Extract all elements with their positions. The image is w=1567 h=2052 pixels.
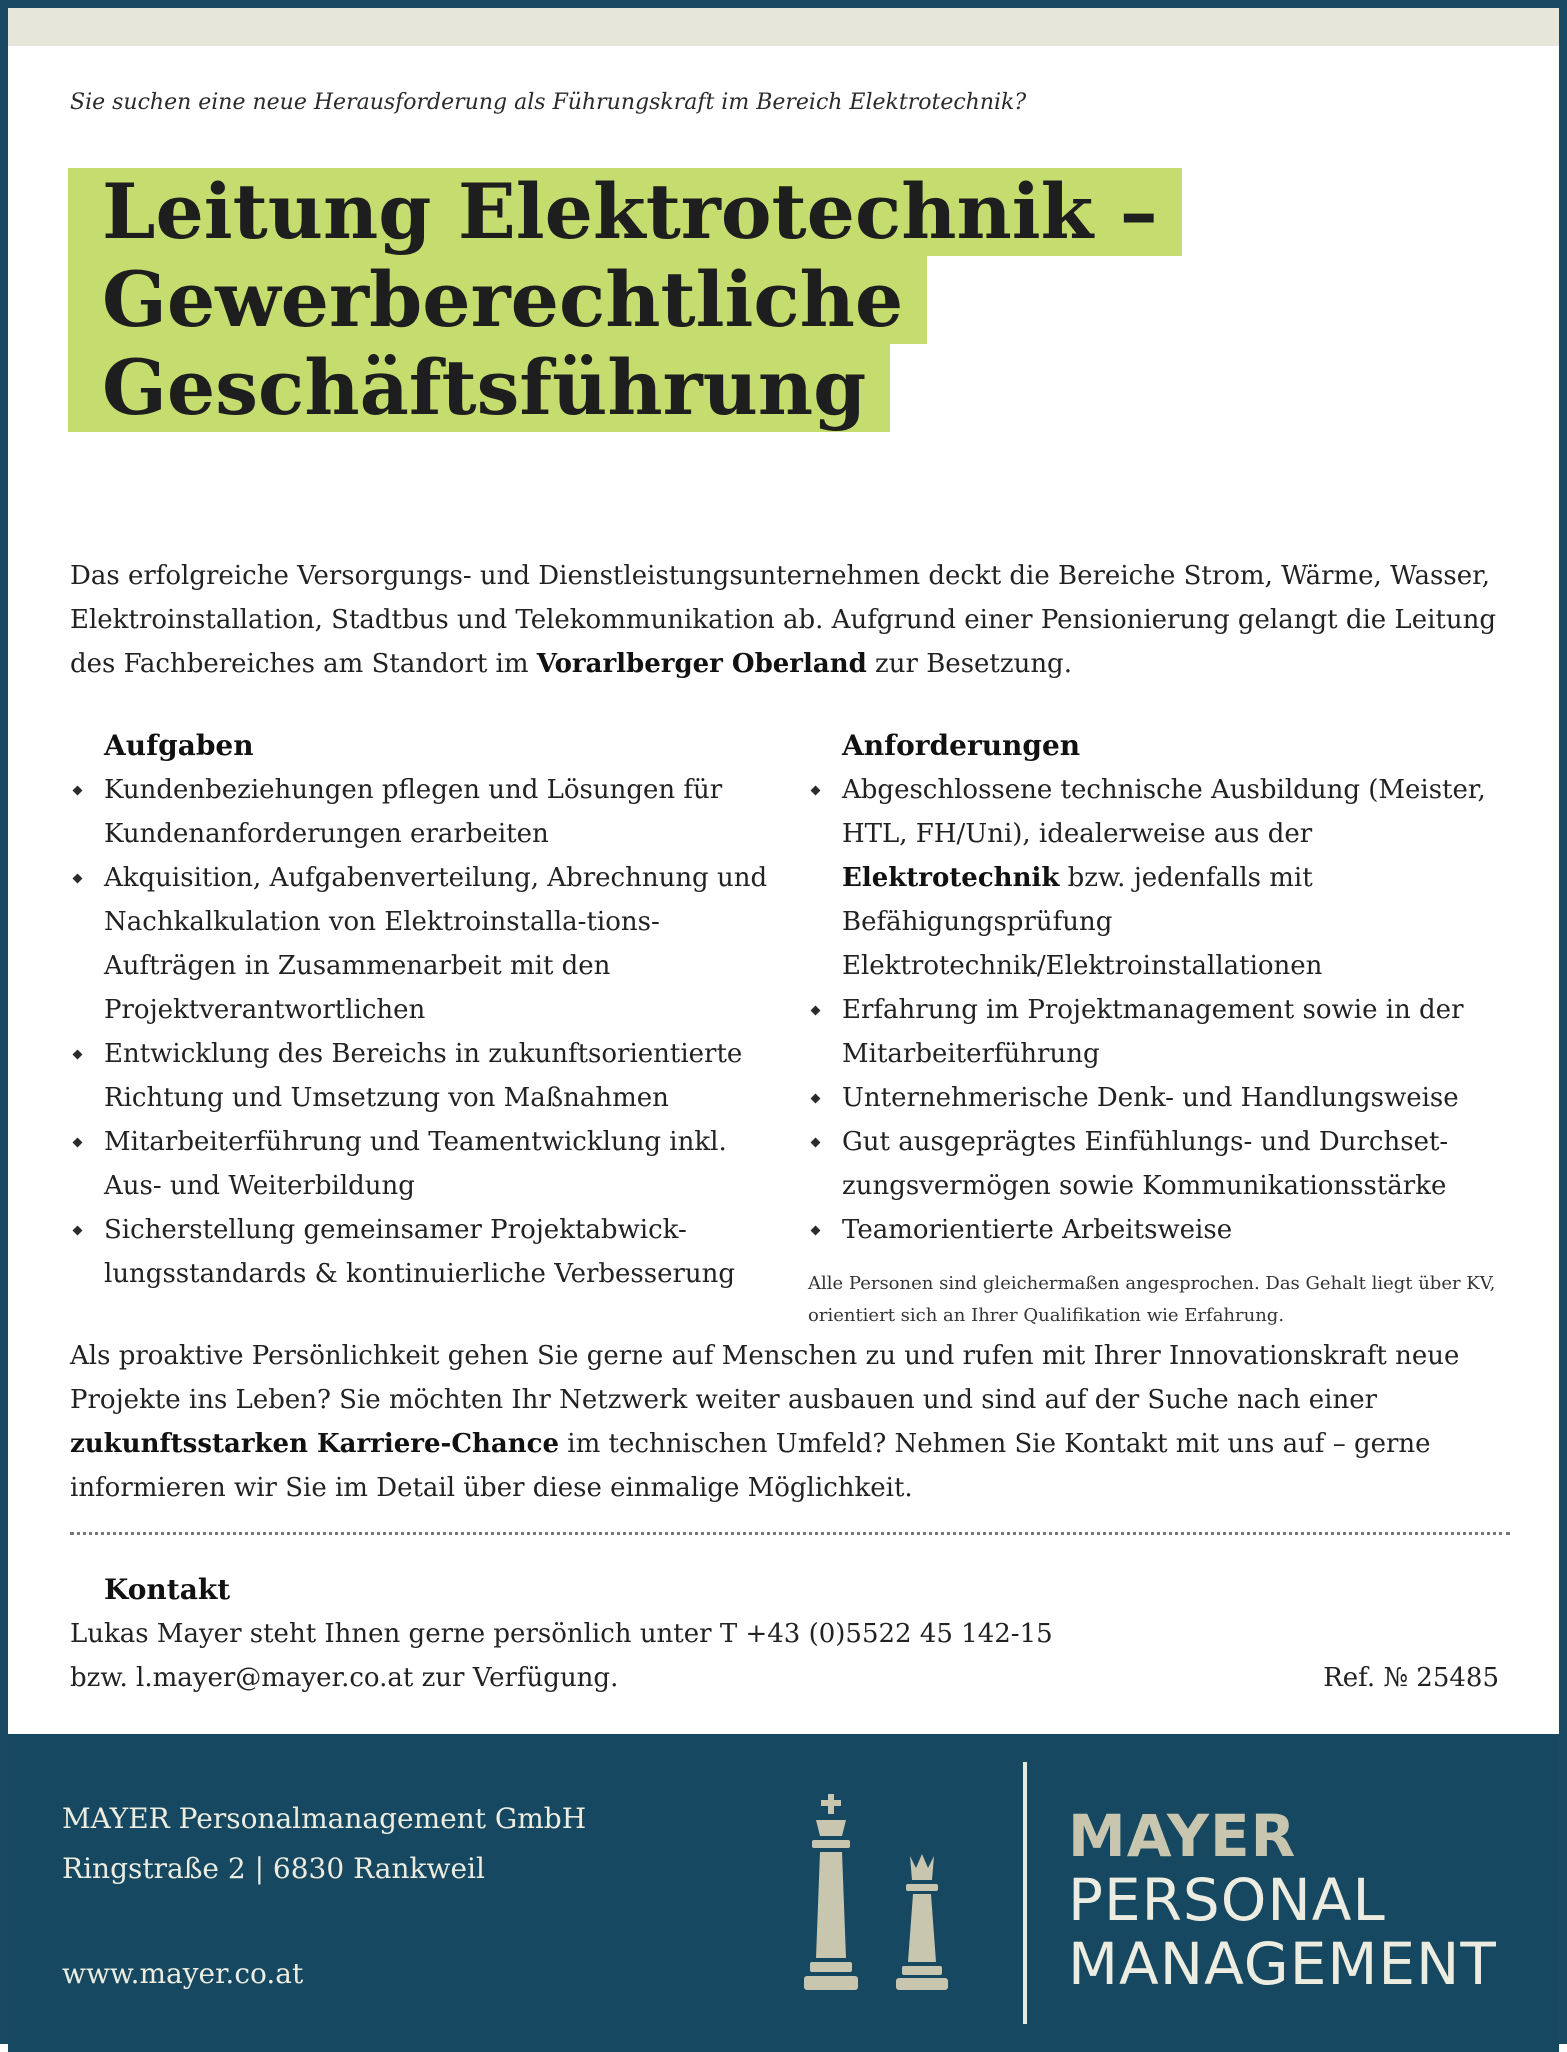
dotted-divider [70, 1532, 1510, 1535]
contact-email-line[interactable]: bzw. l.mayer@mayer.co.at zur Verfügung. [70, 1663, 619, 1693]
bullet-icon [73, 1138, 83, 1148]
website-link[interactable]: www.mayer.co.at [62, 1957, 304, 1990]
bullet-icon [73, 874, 83, 884]
anforderungen-heading: Anforderungen [842, 729, 1081, 762]
bullet-icon [811, 1138, 821, 1148]
list-item: Mitarbeiterführung und Teamentwicklung inkl. Aus- und Weiterbildung [70, 1120, 790, 1208]
logo-personal: PERSONAL [1068, 1866, 1386, 1934]
street-address: Ringstraße 2 | 6830 Rankweil [62, 1852, 485, 1885]
anforderungen-list [808, 768, 1528, 1252]
title-line-1: Leitung Elektrotechnik – [68, 168, 1182, 256]
chess-pieces-icon [798, 1790, 978, 2010]
bullet-icon [73, 1226, 83, 1236]
list-item: Akquisition, Aufgabenverteilung, Abrechnung und Nachkalkulation von Elektroinstalla-tions-Aufträgen in Zusammenarbeit mit den Projektverantwortlichen [70, 856, 790, 1032]
location-highlight: Vorarlberger Oberland [536, 649, 867, 679]
contact-phone-line: Lukas Mayer steht Ihnen gerne persönlich unter T +43 (0)5522 45 142-15 [70, 1619, 1053, 1649]
contact-heading: Kontakt [104, 1573, 231, 1606]
list-item: Teamorientierte Arbeitsweise [808, 1208, 1528, 1252]
bullet-icon [73, 786, 83, 796]
aufgaben-list [70, 768, 790, 1296]
title-line-3: Geschäftsführung [68, 344, 890, 432]
list-item: Sicherstellung gemeinsamer Projektabwick-lungsstandards & kontinuierliche Verbesserung [70, 1208, 790, 1296]
intro-paragraph: Das erfolgreiche Versorgungs- und Dienstleistungsunternehmen deckt die Bereiche Strom, Wärme, Wasser, Elektroinstallation, Stadtbus und Telekommunikation ab. Aufgrund einer Pensionierung gelangt die Leitung des Fachbereiches am Standort im Vorarlberger Oberland zur Besetzung. [70, 561, 1496, 679]
reference-number: Ref. № 25485 [1323, 1663, 1499, 1693]
company-logo [1068, 1804, 1497, 1996]
list-item: Kundenbeziehungen pflegen und Lösungen für Kundenanforderungen erarbeiten [70, 768, 790, 856]
logo-management: MANAGEMENT [1068, 1930, 1497, 1998]
aufgaben-heading: Aufgaben [104, 729, 254, 762]
equality-note: Alle Personen sind gleichermaßen angesprochen. Das Gehalt liegt über KV, orientiert sich an Ihrer Qualifikation wie Erfahrung. [808, 1273, 1496, 1326]
list-item: Unternehmerische Denk- und Handlungsweise [808, 1076, 1528, 1120]
anforderungen-section [808, 724, 1528, 1332]
list-item: Erfahrung im Projektmanagement sowie in der Mitarbeiterführung [808, 988, 1528, 1076]
list-item: Gut ausgeprägtes Einfühlungs- und Durchset-zungsvermögen sowie Kommunikationsstärke [808, 1120, 1528, 1208]
contact-details [70, 1612, 1053, 1700]
bullet-icon [73, 1050, 83, 1060]
bullet-icon [811, 786, 821, 796]
title-line-2: Gewerberechtliche [68, 256, 927, 344]
teaser-text: Sie suchen eine neue Herausforderung als Führungskraft im Bereich Elektrotechnik? [70, 90, 1027, 115]
company-name: MAYER Personalmanagement GmbH [62, 1802, 587, 1835]
bullet-icon [811, 1006, 821, 1016]
career-highlight: zukunftsstarken Karriere-Chance [70, 1429, 560, 1459]
footer [8, 1734, 1559, 2052]
aufgaben-section [70, 724, 790, 1296]
logo-divider [1023, 1762, 1027, 2024]
bullet-icon [811, 1226, 821, 1236]
top-band [8, 8, 1559, 46]
bullet-icon [811, 1094, 821, 1104]
job-title [68, 168, 1182, 432]
list-item: Entwicklung des Bereichs in zukunftsorientierte Richtung und Umsetzung von Maßnahmen [70, 1032, 790, 1120]
company-address [62, 1794, 586, 1894]
logo-mayer: MAYER [1068, 1802, 1297, 1870]
closing-paragraph: Als proaktive Persönlichkeit gehen Sie gerne auf Menschen zu und rufen mit Ihrer Innovationskraft neue Projekte ins Leben? Sie möchten Ihr Netzwerk weiter ausbauen und sind auf der Suche nach einer zukunftsstarken Karriere-Chance im technischen Umfeld? Nehmen Sie Kontakt mit uns auf – gerne informieren wir Sie im Detail über diese einmalige Möglichkeit. [70, 1341, 1460, 1503]
list-item: Abgeschlossene technische Ausbildung (Meister, HTL, FH/Uni), idealerweise aus der Elektrotechnik bzw. jedenfalls mit Befähigungsprüfung Elektrotechnik/Elektroinstallationen [808, 768, 1528, 988]
